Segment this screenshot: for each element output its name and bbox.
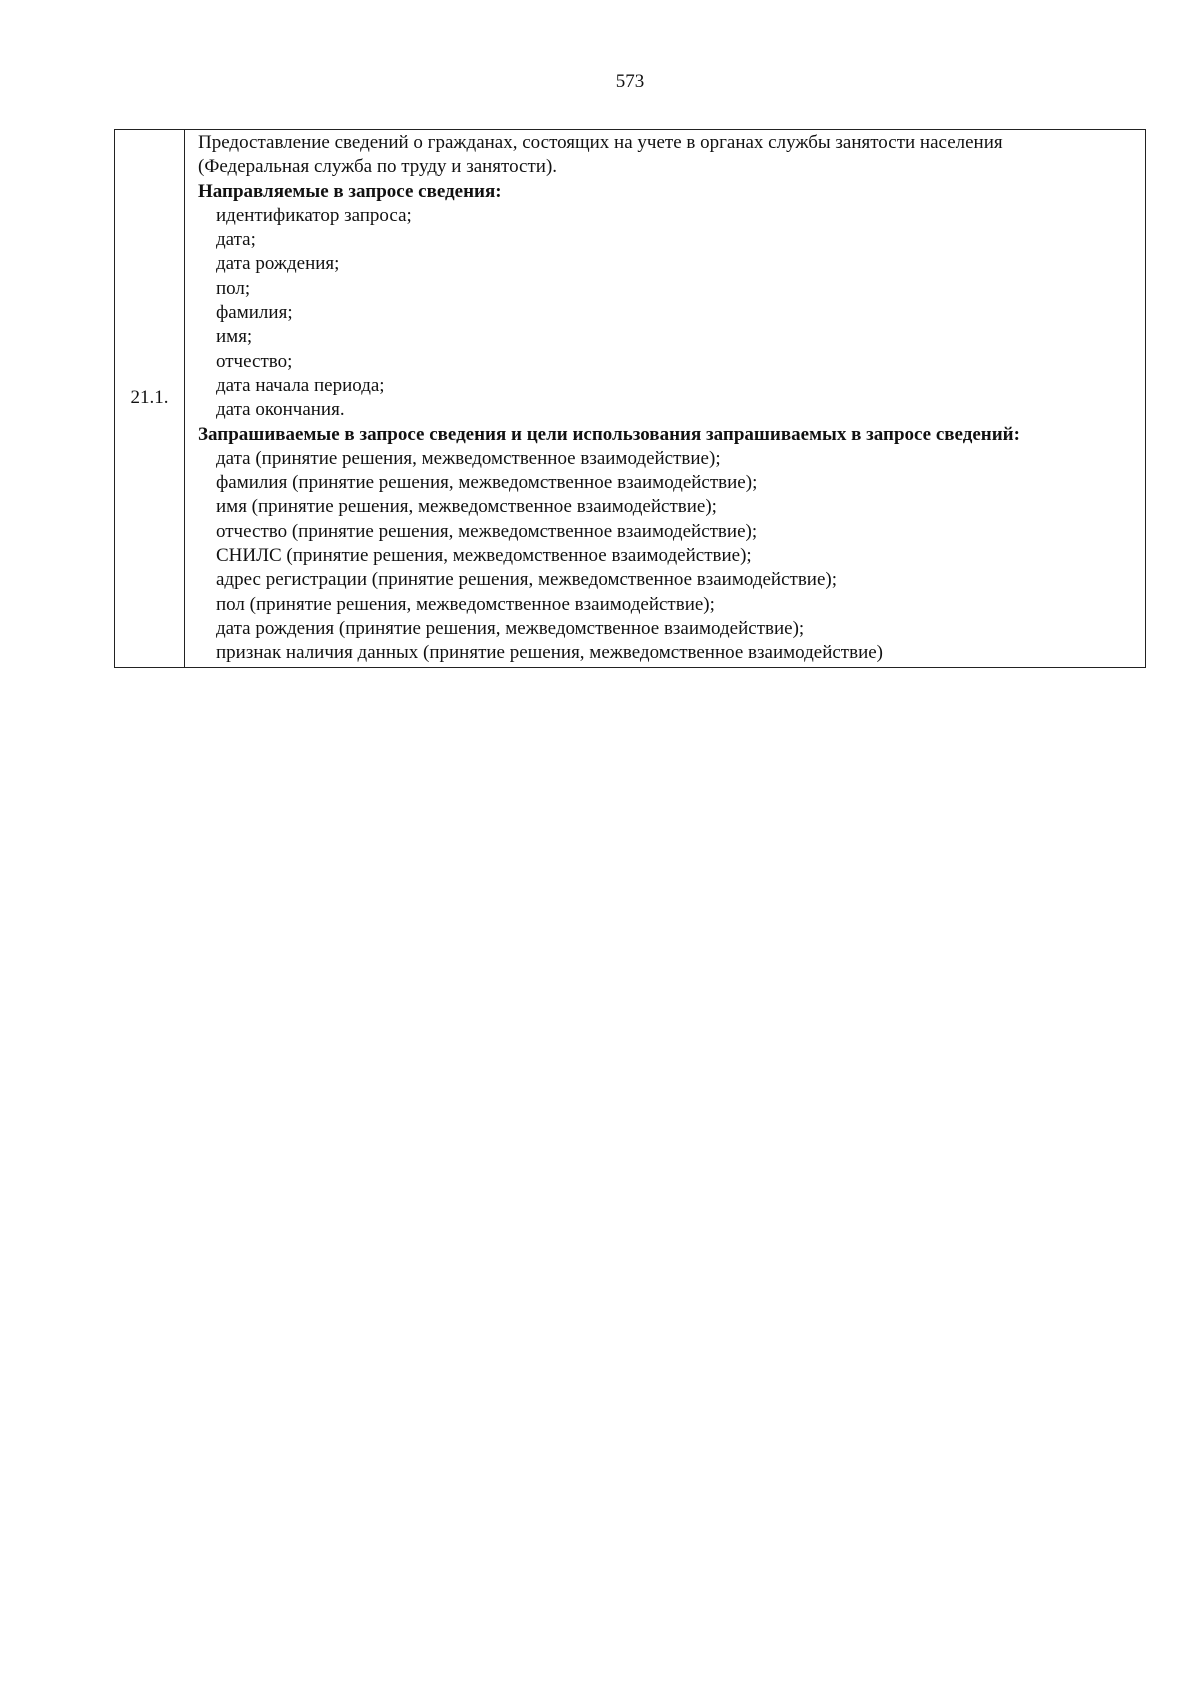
- requested-item: СНИЛС (принятие решения, межведомственное взаимодействие);: [216, 545, 752, 567]
- requested-item: пол (принятие решения, межведомственное взаимодействие);: [216, 593, 715, 615]
- sent-item: фамилия;: [216, 302, 293, 324]
- sent-item: дата начала периода;: [216, 374, 385, 396]
- sent-item: дата окончания.: [216, 399, 345, 421]
- intro-line: (Федеральная служба по труду и занятости).: [198, 156, 558, 178]
- requested-item: признак наличия данных (принятие решения, межведомственное взаимодействие): [216, 642, 883, 664]
- page-number: 573: [615, 71, 645, 92]
- records-table: [114, 129, 1146, 668]
- sent-item: идентификатор запроса;: [216, 204, 412, 226]
- requested-heading: Запрашиваемые в запросе сведения и цели использования запрашиваемых в запросе сведений:: [198, 423, 1020, 445]
- sent-heading: Направляемые в запросе сведения:: [198, 180, 502, 202]
- requested-item: отчество (принятие решения, межведомственное взаимодействие);: [216, 520, 758, 542]
- intro-line: Предоставление сведений о гражданах, состоящих на учете в органах службы занятости населения: [198, 132, 1003, 153]
- sent-item: дата;: [216, 229, 256, 251]
- sent-item: пол;: [216, 277, 251, 299]
- sent-item: отчество;: [216, 350, 293, 372]
- table-row: [115, 130, 1146, 668]
- row-number: 21.1.: [115, 130, 185, 668]
- requested-item: дата рождения (принятие решения, межведомственное взаимодействие);: [216, 617, 805, 639]
- sent-item: дата рождения;: [216, 253, 340, 275]
- sent-item: имя;: [216, 326, 253, 348]
- requested-item: адрес регистрации (принятие решения, межведомственное взаимодействие);: [216, 569, 838, 591]
- requested-item: имя (принятие решения, межведомственное взаимодействие);: [216, 496, 717, 518]
- requested-item: дата (принятие решения, межведомственное взаимодействие);: [216, 447, 721, 469]
- row-content: [185, 130, 1146, 668]
- requested-item: фамилия (принятие решения, межведомственное взаимодействие);: [216, 472, 758, 494]
